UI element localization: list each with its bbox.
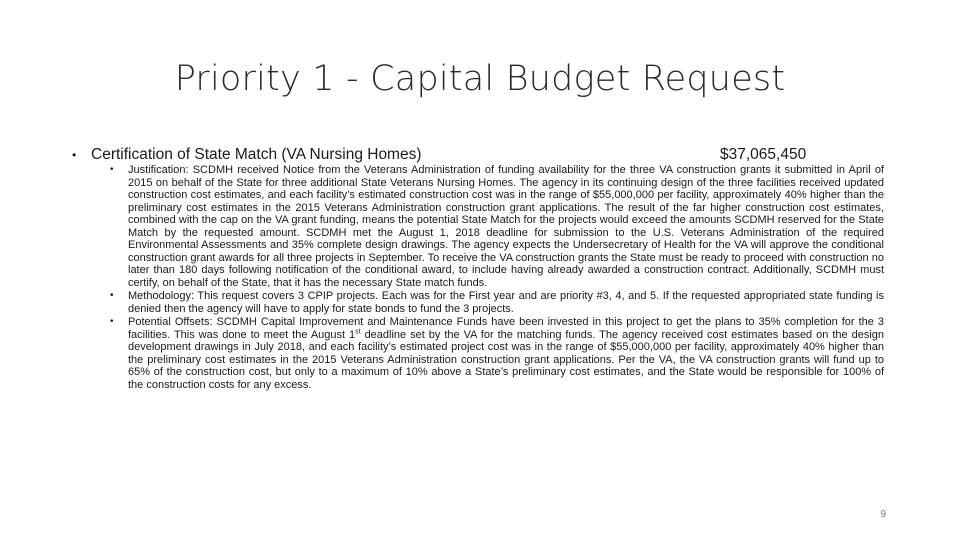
bullet-dot-icon: •	[72, 148, 77, 162]
sub-bullet-text-part2: deadline set by the VA for the matching funds. The agency received cost estimates based on the design development drawings in July 2018, and each facility’s estimated project cost was in the range of $55,000,000 per facility, approximately 40% higher than the preliminary cost estimates in the 2015 Veterans Administration construction grant applications. Per the VA, the VA construction grants will fund up to 65% of the construction cost, but only to a maximum of 10% above a State’s preliminary cost estimates, and the State would be responsible for 100% of the construction costs for any excess.	[128, 328, 884, 391]
bullet-dot-icon: •	[110, 164, 114, 175]
sub-bullet-text: Methodology: This request covers 3 CPIP projects. Each was for the First year and are priority #3, 4, and 5. If the requested appropriated state funding is denied then the agency will have to apply for state bonds to fund the 3 projects.	[128, 290, 884, 315]
main-bullet	[72, 144, 872, 166]
main-bullet-label: Certification of State Match (VA Nursing Homes)	[91, 146, 422, 163]
sub-bullet-text-part1: Potential Offsets: SCDMH Capital Improvement and Maintenance Funds have been invested in this project to get the plans to 35% completion for the 3 facilities. This was done to meet the August 1	[128, 316, 884, 341]
sub-bullet-potential-offsets	[108, 316, 884, 391]
sub-bullet-text: Justification: SCDMH received Notice from the Veterans Administration of funding availability for the three VA construction grants it submitted in April of 2015 on behalf of the State for three additional State Veterans Nursing Homes. The agency in its continuing design of the three facilities received updated construction cost estimates, and each facility’s estimated construction cost was in the range of $55,000,000 per facility, approximately 40% higher than the preliminary cost estimates in the 2015 Veterans Administration construction grant applications. The result of the far higher construction cost estimates, combined with the cap on the VA grant funding, means the potential State Match for the projects would exceed the amounts SCDMH reserved for the State Match by the requested amount. SCDMH met the August 1, 2018 deadline for submission to the U.S. Veterans Administration of the required Environmental Assessments and 35% complete design drawings. The agency expects the Undersecretary of Health for the VA will approve the conditional construction grant awards for all three projects in September. To receive the VA construction grants the State must be ready to proceed with construction no later than 180 days following notification of the conditional award, to include having already awarded a construction contract. Additionally, SCDMH must certify, on behalf of the State, that it has the necessary State match funds.	[128, 164, 884, 289]
main-bullet-amount: $37,065,450	[720, 146, 807, 163]
sub-bullet-methodology	[108, 290, 884, 315]
sub-bullet-list	[108, 164, 884, 392]
bullet-dot-icon: •	[110, 290, 114, 301]
bullet-dot-icon: •	[110, 316, 114, 327]
page-number: 9	[880, 509, 886, 520]
sub-bullet-justification	[108, 164, 884, 289]
slide-title: Priority 1 - Capital Budget Request	[174, 59, 786, 99]
ordinal-superscript: st	[355, 327, 361, 335]
